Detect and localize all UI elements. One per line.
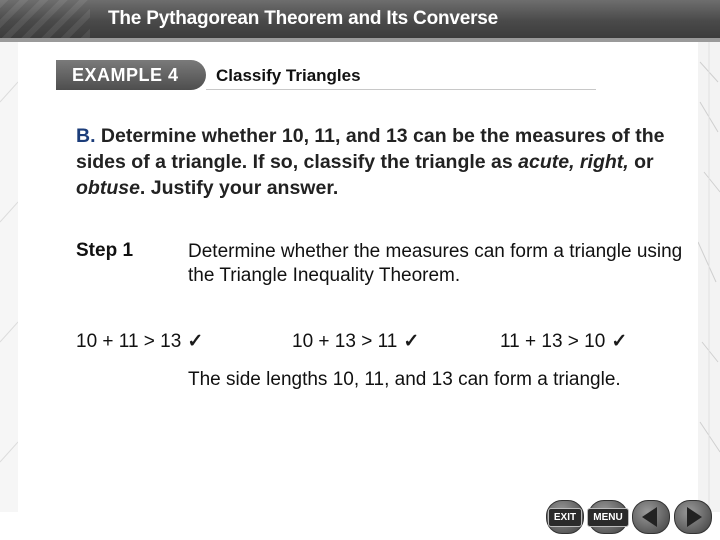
problem-term-obtuse: obtuse <box>76 177 140 199</box>
conclusion-text: The side lengths 10, 11, and 13 can form a triangle. <box>188 369 621 390</box>
inequality-expr: 10 + 13 > 11 <box>292 331 398 352</box>
example-title: Classify Triangles <box>216 66 361 85</box>
step-label: Step 1 <box>76 240 134 261</box>
problem-statement <box>76 123 676 201</box>
inequality-expr: 11 + 13 > 10 <box>500 331 606 352</box>
problem-text-3: . Justify your answer. <box>139 177 339 199</box>
arrow-left-icon <box>642 507 657 527</box>
arrow-right-icon <box>687 507 702 527</box>
right-grid-decoration <box>698 42 720 512</box>
step-text: Determine whether the measures can form a triangle using the Triangle Inequality Theorem. <box>188 241 683 286</box>
menu-label: MENU <box>587 508 628 527</box>
inequality-1 <box>76 330 203 353</box>
left-grid-decoration <box>0 42 18 512</box>
problem-text-2: or <box>628 151 654 173</box>
exit-label: EXIT <box>548 508 582 527</box>
title-bar <box>0 0 720 38</box>
example-header <box>56 60 596 90</box>
inequality-expr: 10 + 11 > 13 <box>76 331 182 352</box>
left-decoration <box>0 42 18 512</box>
inequality-3 <box>500 330 627 353</box>
menu-button[interactable] <box>588 500 628 534</box>
example-underline <box>206 89 596 90</box>
right-decoration <box>698 42 720 512</box>
previous-button[interactable] <box>632 500 670 534</box>
check-icon: ✓ <box>611 331 628 352</box>
title-divider <box>0 38 720 42</box>
check-icon: ✓ <box>403 331 420 352</box>
next-button[interactable] <box>674 500 712 534</box>
check-icon: ✓ <box>187 331 204 352</box>
problem-label: B. <box>76 125 96 147</box>
exit-button[interactable] <box>546 500 584 534</box>
page-title: The Pythagorean Theorem and Its Converse <box>108 8 499 29</box>
problem-text-1: Determine whether 10, 11, and 13 can be the measures of the sides of a triangle. If so, classify the triangle as <box>76 125 665 173</box>
example-badge: EXAMPLE 4 <box>56 60 206 90</box>
inequality-2 <box>292 330 419 353</box>
title-decoration <box>0 0 90 38</box>
problem-term-acute-right: acute, right, <box>518 151 629 173</box>
